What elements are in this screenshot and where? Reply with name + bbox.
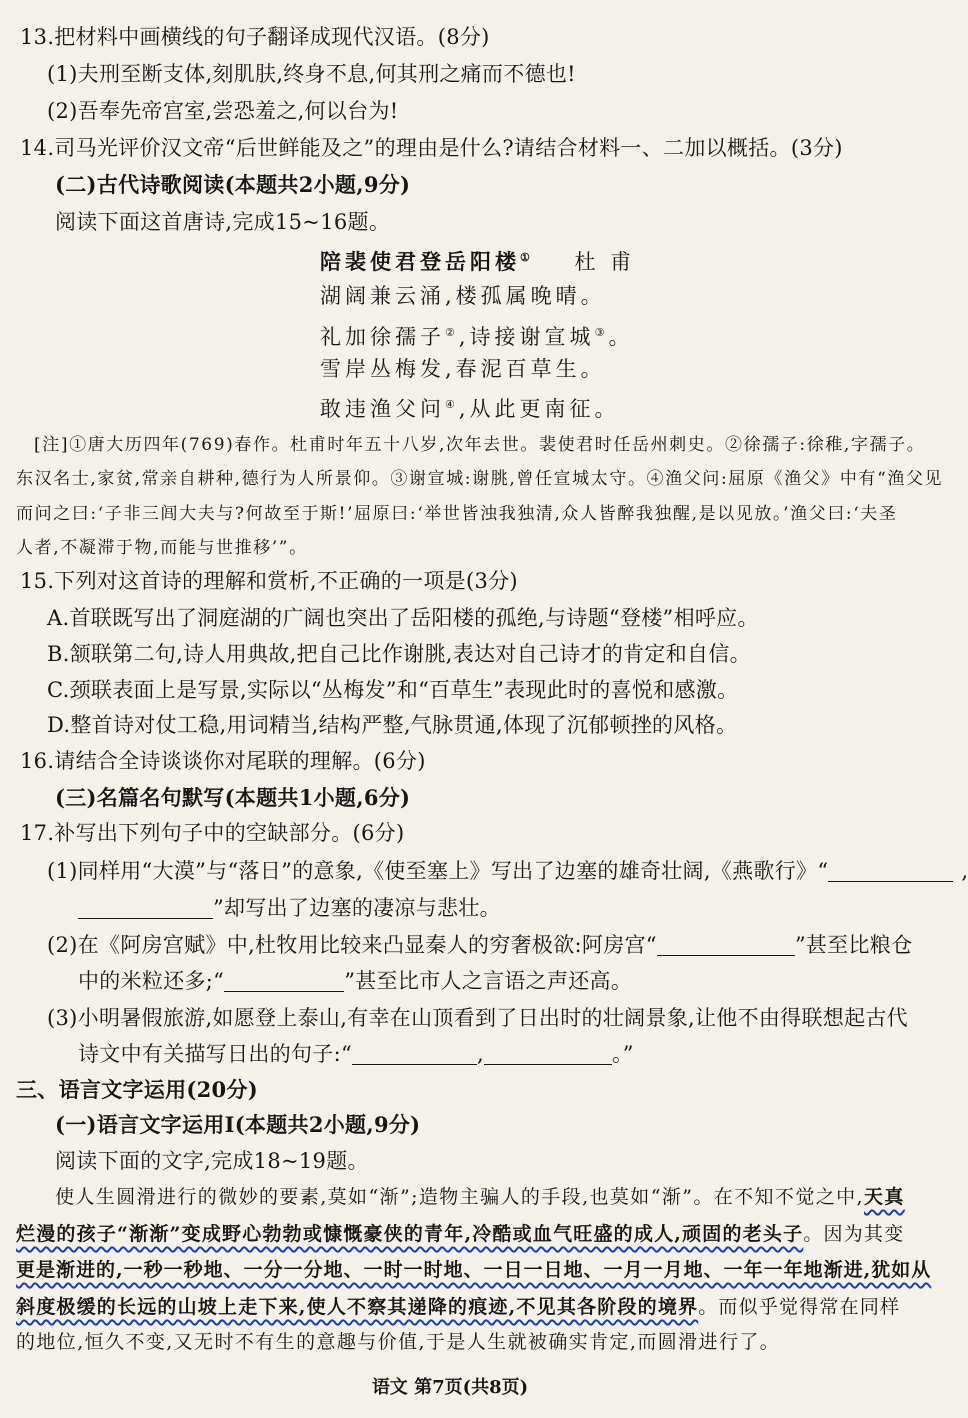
section-recitation-title: (三)名篇名句默写(本题共1小题,6分) — [55, 785, 411, 810]
passage-line-3 — [16, 1255, 932, 1285]
poem-line-2 — [320, 318, 900, 352]
q17-blank-4[interactable] — [224, 969, 344, 992]
q17-blank-3[interactable] — [657, 933, 795, 956]
poem-line-1: 湖阔兼云涌,楼孤属晚晴。 — [320, 284, 606, 308]
section-language-title: (一)语言文字运用Ⅰ(本题共2小题,9分) — [55, 1112, 421, 1137]
q17-stem: 17.补写出下列句子中的空缺部分。(6分) — [20, 821, 405, 845]
q17-item-3-text: 诗文中有关描写日出的句子:“ — [78, 1042, 353, 1066]
q15-option-d: D.整首诗对仗工稳,用词精当,结构严整,气脉贯通,体现了沉郁顿挫的风格。 — [47, 713, 738, 737]
passage-wavy-3: 更是渐进的,一秒一秒地、一分一分地、一时一时地、一日一日地、一月一月地、一年一年地渐进,犹如从 — [16, 1259, 932, 1281]
q17-item-2 — [47, 930, 913, 960]
q17-item-1 — [47, 856, 968, 886]
poem-title: 陪裴使君登岳阳楼 — [320, 249, 520, 274]
passage-wavy-1: 天真 — [863, 1186, 905, 1208]
q17-item-1-text: (1)同样用“大漠”与“落日”的意象,《使至塞上》写出了边塞的雄奇壮阔,《燕歌行》“ — [47, 859, 829, 883]
q17-item-1-comma: , — [961, 859, 968, 883]
q17-blank-1[interactable] — [828, 859, 953, 882]
passage-line-4b: 。而似乎觉得常在同样 — [698, 1296, 901, 1318]
passage-wavy-4: 斜度极缓的长远的山坡上走下来,使人不察其递降的痕迹,不见其各阶段的境界 — [16, 1296, 699, 1318]
passage-line-2 — [16, 1219, 905, 1249]
q17-item-2-text: (2)在《阿房宫赋》中,杜牧用比较来凸显秦人的穷奢极欲:阿房宫“ — [47, 933, 657, 957]
q17-item-2-tail: ”甚至比粮仓 — [794, 933, 913, 957]
passage-line-1a: 使人生圆滑进行的微妙的要素,莫如“渐”;造物主骗人的手段,也莫如“渐”。在不知不觉之中, — [55, 1186, 864, 1208]
poem-title-line — [320, 243, 900, 277]
poetry-intro: 阅读下面这首唐诗,完成15~16题。 — [55, 210, 391, 234]
q17-item-1-cont — [78, 893, 900, 923]
passage-wavy-2: 烂漫的孩子“渐渐”变成野心勃勃或慷慨豪侠的青年,冷酷或血气旺盛的成人,顽固的老头子 — [16, 1223, 804, 1245]
page-footer: 语文 第7页(共8页) — [371, 1377, 529, 1398]
q15-option-b: B.颔联第二句,诗人用典故,把自己比作谢朓,表达对自己诗才的肯定和自信。 — [47, 642, 751, 666]
passage-line-4 — [16, 1292, 900, 1322]
poem-note-mark-4: ④ — [445, 398, 459, 411]
q13-sentence-1: (1)夫刑至断支体,刻肌肤,终身不息,何其刑之痛而不德也! — [47, 62, 576, 86]
q14-stem: 14.司马光评价汉文帝“后世鲜能及之”的理由是什么?请结合材料一、二加以概括。(3分) — [20, 136, 843, 160]
poem-line-4b: ,从此更南征。 — [458, 397, 620, 421]
poem-line-2c: 。 — [608, 325, 634, 349]
language-intro: 阅读下面的文字,完成18~19题。 — [55, 1149, 369, 1173]
passage-line-1 — [55, 1182, 905, 1212]
q17-item-3: (3)小明暑假旅游,如愿登上泰山,有幸在山顶看到了日出时的壮阔景象,让他不由得联想起古代 — [47, 1006, 908, 1030]
q17-item-2-cont — [78, 966, 900, 996]
poem-line-3: 雪岸丛梅发,春泥百草生。 — [320, 357, 606, 381]
poem-note-line-1: [注]①唐大历四年(769)春作。杜甫时年五十八岁,次年去世。裴使君时任岳州刺史。②徐孺子:徐稚,字孺子。 — [34, 435, 926, 455]
q17-item-3-end: 。” — [612, 1042, 634, 1066]
q17-blank-6[interactable] — [484, 1042, 612, 1065]
q15-option-c: C.颈联表面上是写景,实际以“丛梅发”和“百草生”表现此时的喜悦和感激。 — [47, 678, 739, 702]
q17-item-3-cont — [78, 1039, 900, 1069]
section-poetry-title: (二)古代诗歌阅读(本题共2小题,9分) — [55, 172, 411, 197]
poem-note-line-4: 人者,不凝滞于物,而能与世推移’”。 — [16, 538, 308, 558]
q17-item-2-mid: 中的米粒还多;“ — [78, 969, 225, 993]
q15-stem: 15.下列对这首诗的理解和赏析,不正确的一项是(3分) — [20, 569, 518, 593]
passage-line-2b: 。因为其变 — [803, 1223, 905, 1245]
q17-item-3-comma: , — [477, 1042, 484, 1066]
q17-item-1-tail: ”却写出了边塞的凄凉与悲壮。 — [213, 896, 501, 920]
poem-line-2b: ,诗接谢宣城 — [458, 325, 595, 349]
poem-note-line-2: 东汉名士,家贫,常亲自耕种,德行为人所景仰。③谢宣城:谢朓,曾任宣城太守。④渔父问:屈原《渔父》中有“渔父见 — [16, 469, 944, 489]
part-language-title: 三、语言文字运用(20分) — [16, 1077, 258, 1102]
q15-option-a: A.首联既写出了洞庭湖的广阔也突出了岳阳楼的孤绝,与诗题“登楼”相呼应。 — [47, 606, 759, 630]
poem-title-mark: ① — [520, 251, 534, 264]
q16-stem: 16.请结合全诗谈谈你对尾联的理解。(6分) — [20, 749, 426, 773]
poem-line-4 — [320, 390, 900, 424]
poem-line-4a: 敢违渔父问 — [320, 397, 445, 421]
q13-sentence-2: (2)吾奉先帝宫室,尝恐羞之,何以台为! — [47, 99, 399, 123]
poem-note-mark-3: ③ — [594, 326, 609, 339]
q13-stem: 13.把材料中画横线的句子翻译成现代汉语。(8分) — [20, 25, 490, 49]
poem-note-line-3: 而问之曰:‘子非三闾大夫与?何故至于斯!’屈原曰:‘举世皆浊我独清,众人皆醉我独醒,是以见放。’渔父曰:‘夫圣 — [16, 504, 898, 524]
q17-blank-5[interactable] — [352, 1042, 477, 1065]
poem-author: 杜 甫 — [574, 250, 636, 274]
q17-blank-2[interactable] — [78, 896, 213, 919]
q17-item-2-end: ”甚至比市人之言语之声还高。 — [344, 969, 633, 993]
poem-line-2a: 礼加徐孺子 — [320, 325, 445, 349]
poem-note-mark-2: ② — [445, 326, 459, 339]
passage-line-5: 的地位,恒久不变,又无时不有生的意趣与价值,于是人生就被确实肯定,而圆滑进行了。 — [16, 1331, 781, 1353]
